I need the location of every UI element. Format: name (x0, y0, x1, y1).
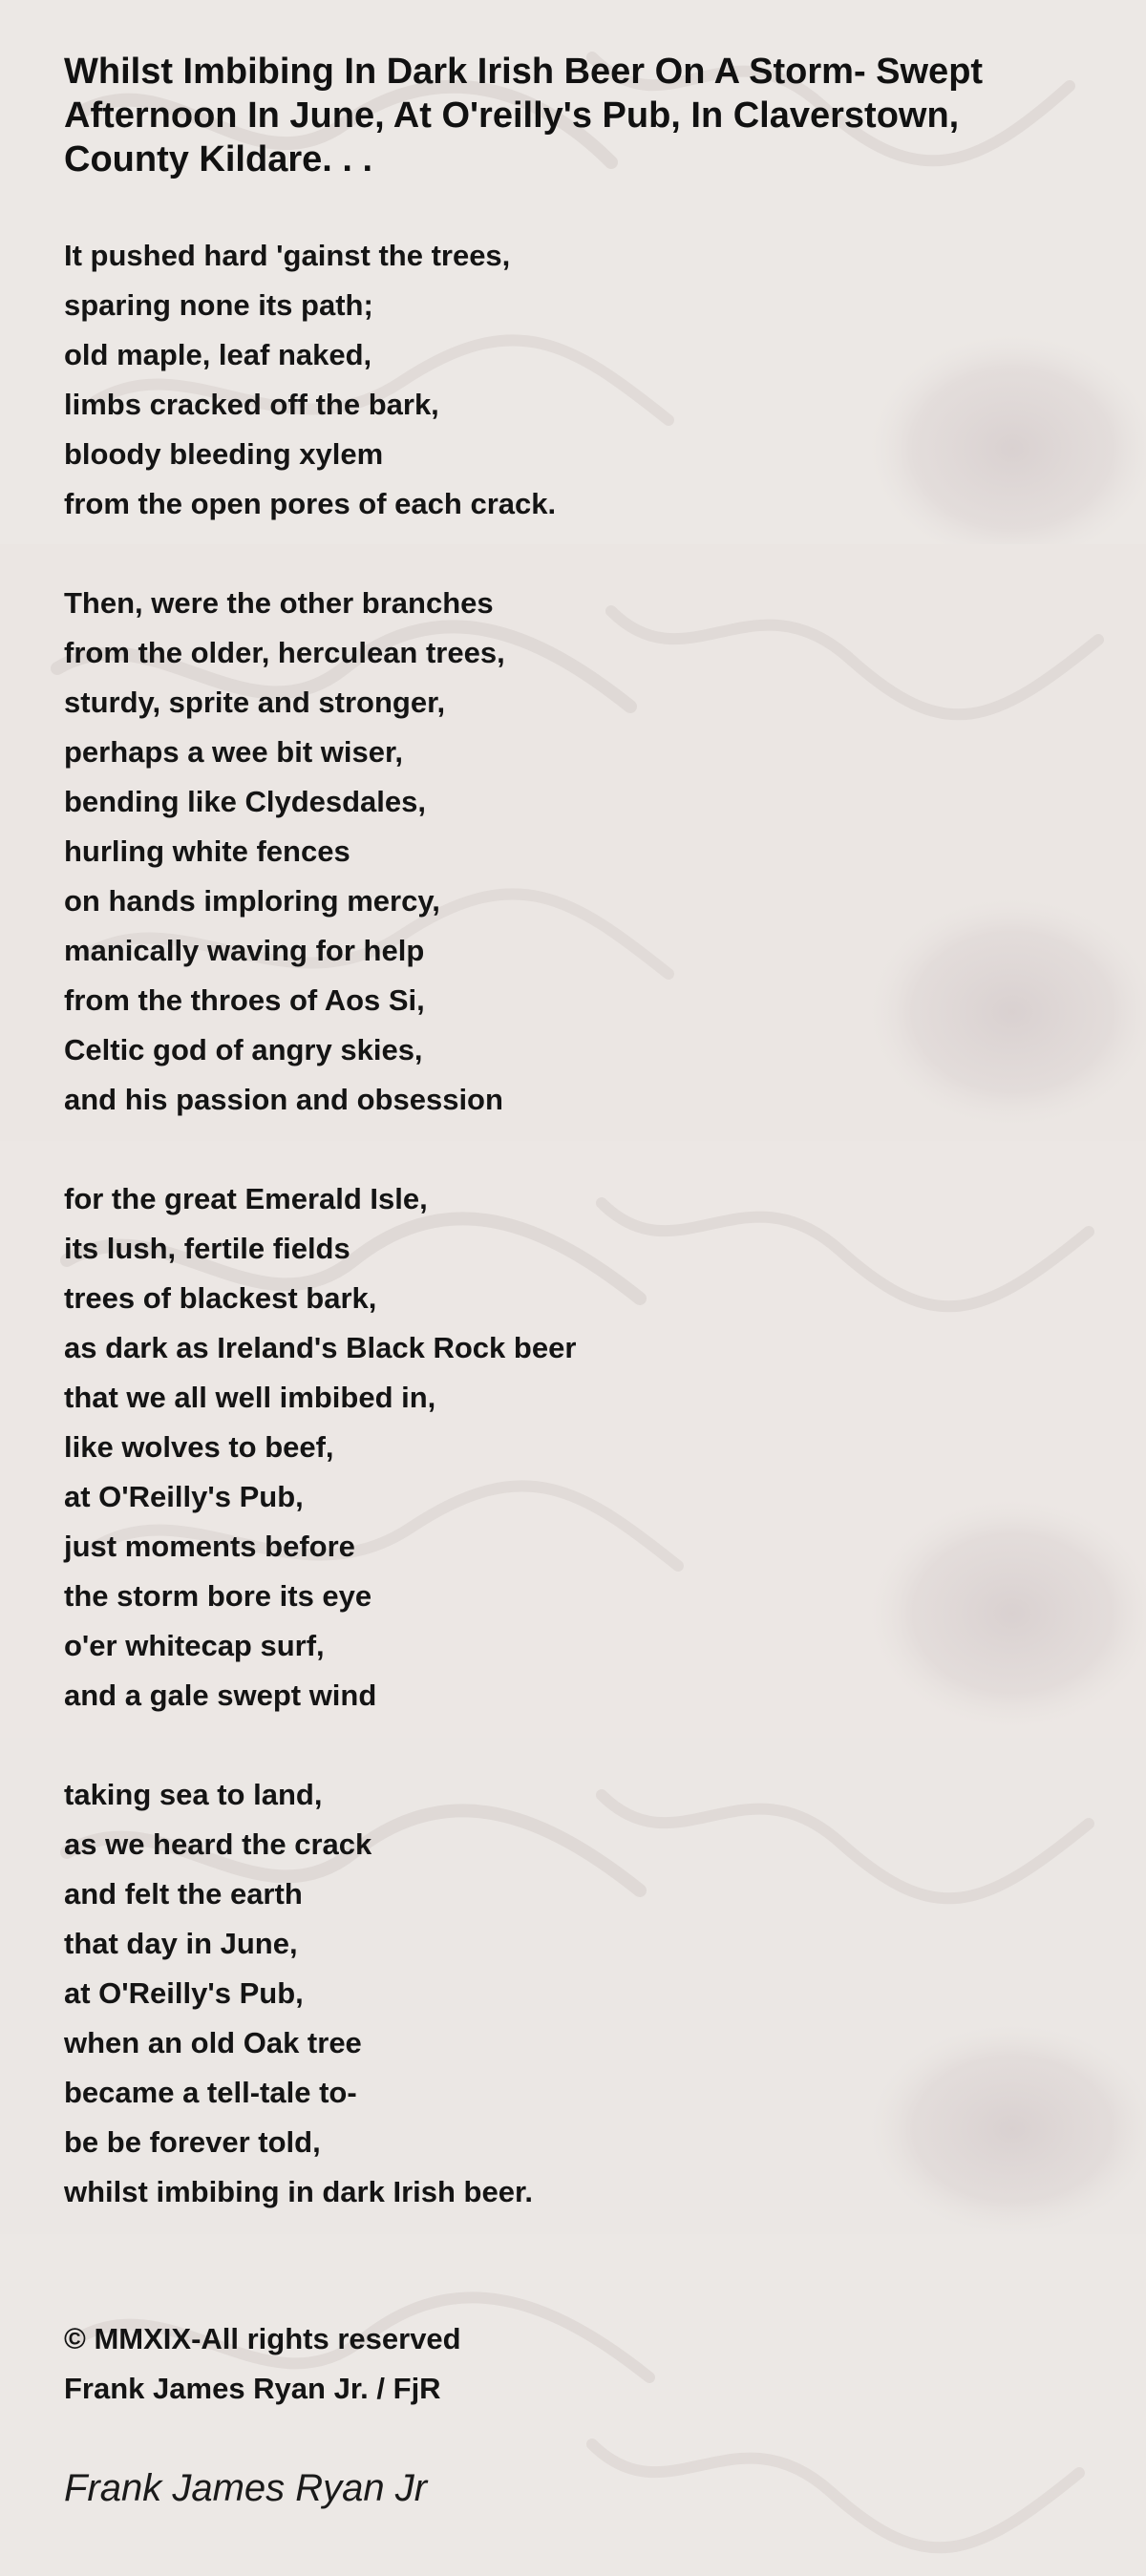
poem-line: be be forever told, (64, 2125, 321, 2159)
copyright-notice: © MMXIX-All rights reserved (64, 2322, 461, 2355)
stanza-3 (64, 1174, 1006, 1721)
poem-line: old maple, leaf naked, (64, 338, 372, 371)
poem-line: trees of blackest bark, (64, 1281, 377, 1315)
poem-line: when an old Oak tree (64, 2026, 362, 2059)
stanza-2 (64, 579, 1006, 1125)
poem-title: Whilst Imbibing In Dark Irish Beer On A Storm- Swept Afternoon In June, At O'reilly's Pub, In Claverstown, County Kildare. . . (64, 52, 984, 179)
poem-line: whilst imbibing in dark Irish beer. (64, 2175, 533, 2208)
copyright-author: Frank James Ryan Jr. / FjR (64, 2372, 441, 2405)
poem-line: taking sea to land, (64, 1778, 323, 1811)
poem-line: sturdy, sprite and stronger, (64, 686, 446, 719)
poem-line: at O'Reilly's Pub, (64, 1480, 304, 1513)
poem-line: as dark as Ireland's Black Rock beer (64, 1331, 577, 1364)
author-signature: Frank James Ryan Jr (64, 2467, 428, 2509)
poem-line: bloody bleeding xylem (64, 437, 384, 471)
copyright-block (64, 2314, 1006, 2414)
poem-line: the storm bore its eye (64, 1579, 372, 1613)
poem-line: that day in June, (64, 1927, 298, 1960)
poem-line: as we heard the crack (64, 1827, 372, 1861)
poem-line: from the throes of Aos Si, (64, 983, 425, 1017)
poem-line: from the open pores of each crack. (64, 487, 557, 520)
poem-line: from the older, herculean trees, (64, 636, 505, 669)
poem-line: and felt the earth (64, 1877, 303, 1911)
poem-line: for the great Emerald Isle, (64, 1182, 428, 1215)
poem-line: like wolves to beef, (64, 1430, 334, 1464)
stanza-1 (64, 231, 1006, 529)
poem-line: manically waving for help (64, 934, 425, 967)
poem-line: became a tell-tale to- (64, 2076, 357, 2109)
poem-line: sparing none its path; (64, 288, 373, 322)
poem-line: its lush, fertile fields (64, 1232, 350, 1265)
poem-line: limbs cracked off the bark, (64, 388, 439, 421)
poem-line: on hands imploring mercy, (64, 884, 440, 918)
poem-line: o'er whitecap surf, (64, 1629, 325, 1662)
poem-line: It pushed hard 'gainst the trees, (64, 239, 511, 272)
poem-line: Celtic god of angry skies, (64, 1033, 423, 1066)
stanza-4 (64, 1770, 1006, 2217)
poem-line: hurling white fences (64, 834, 350, 868)
poem-line: and a gale swept wind (64, 1679, 377, 1712)
poem-body (64, 231, 1006, 2217)
poem-line: at O'Reilly's Pub, (64, 1976, 304, 2010)
poem-line: bending like Clydesdales, (64, 785, 427, 818)
poem-line: perhaps a wee bit wiser, (64, 735, 403, 769)
poem-line: that we all well imbibed in, (64, 1381, 436, 1414)
poem-line: Then, were the other branches (64, 586, 494, 620)
poem-line: and his passion and obsession (64, 1083, 503, 1116)
poem-line: just moments before (64, 1530, 355, 1563)
